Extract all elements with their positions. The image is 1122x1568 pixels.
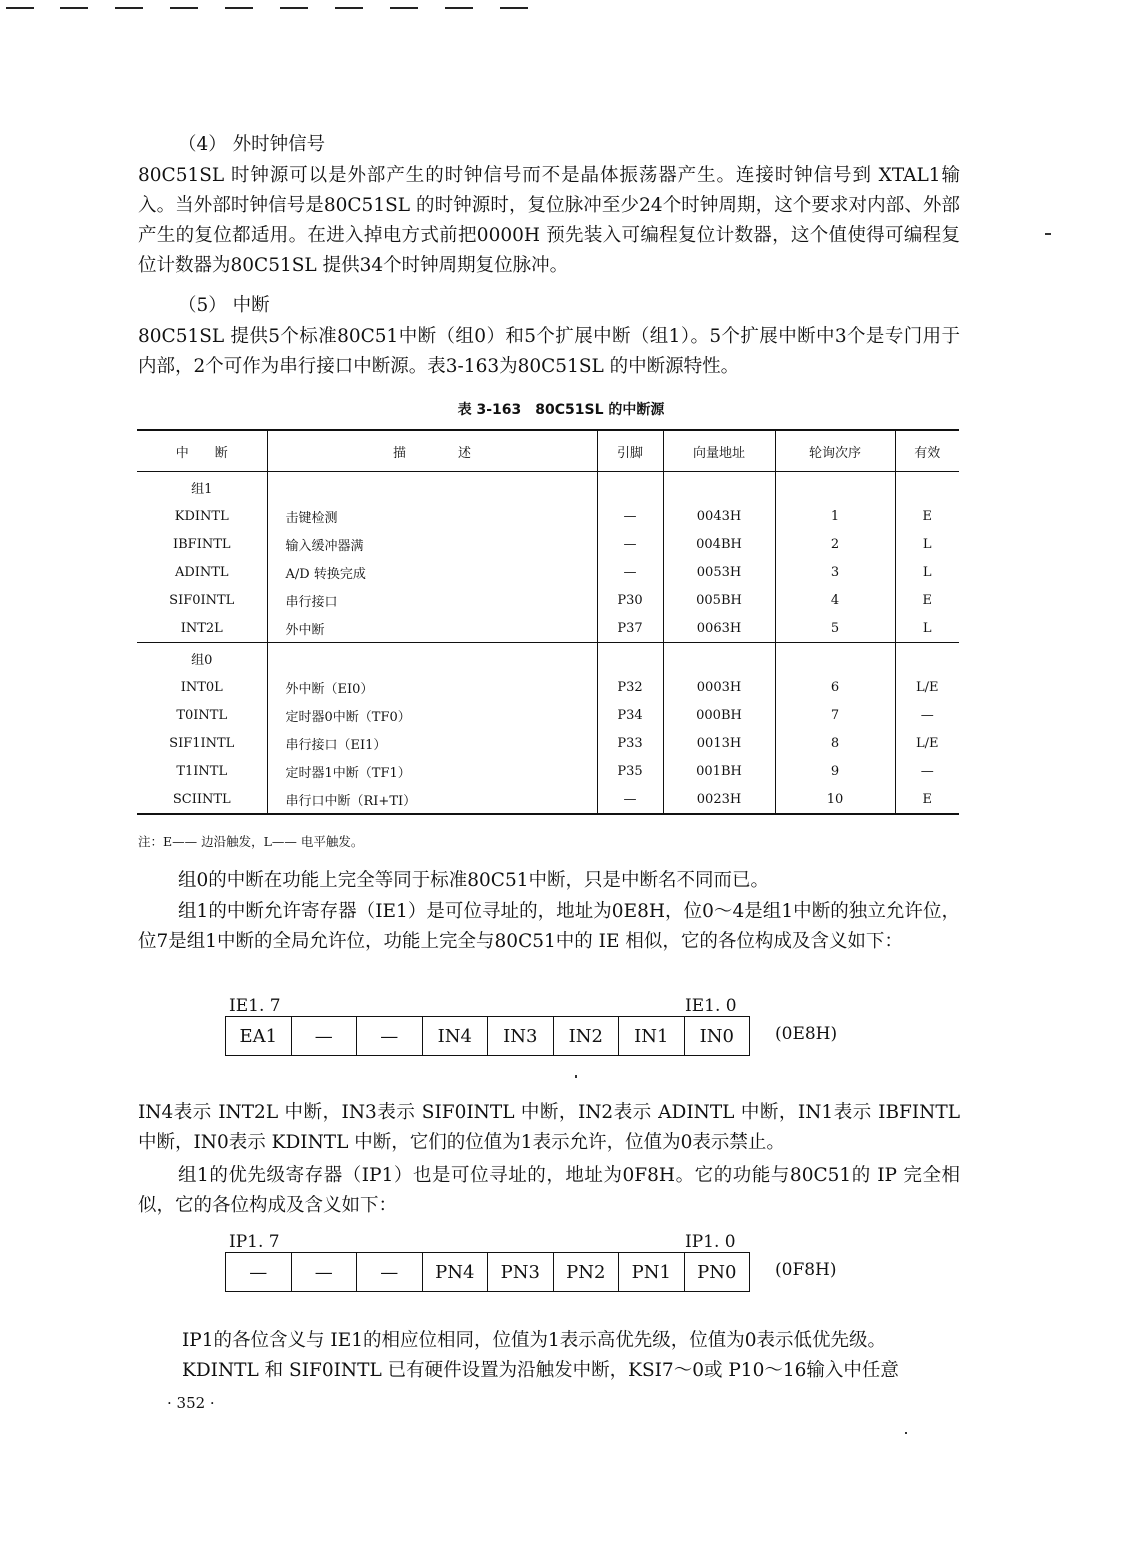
cell-desc: 击键检测	[267, 502, 597, 530]
cell-poll: 7	[775, 701, 895, 729]
register-bit: PN4	[422, 1253, 488, 1291]
ip1-meaning-line: IP1的各位含义与 IE1的相应位相同，位值为1表示高优先级，位值为0表示低优先级。	[182, 1330, 887, 1351]
header-valid: 有效	[895, 430, 959, 472]
edge-trigger-line: KDINTL 和 SIF0INTL 已有硬件设置为沿触发中断，KSI7～0或 P10～16输入中任意	[182, 1360, 899, 1381]
cell-vector: 0043H	[663, 502, 775, 530]
section-4-paragraph: 80C51SL 时钟源可以是外部产生的时钟信号而不是晶体振荡器产生。连接时钟信号到 XTAL1输入。当外部时钟信号是80C51SL 的时钟源时，复位脉冲至少24个时钟周期，这个要求对内部、外部产生的复位都适用。在进入掉电方式前把0000H 预先装入可编程复位计数器，这个值使得可编程复位计数器为80C51SL 提供34个时钟周期复位脉冲。	[138, 165, 960, 276]
cell-desc: 定时器0中断（TF0）	[267, 701, 597, 729]
ip1-lsb-label: IP1. 0	[685, 1232, 736, 1252]
cell-pin: P35	[597, 757, 663, 785]
cell-pin: —	[597, 502, 663, 530]
cell-desc: 外中断（EI0）	[267, 673, 597, 701]
cell-vector: 000BH	[663, 701, 775, 729]
cell-name: ADINTL	[174, 564, 229, 580]
ip1-intro-paragraph: 组1的优先级寄存器（IP1）也是可位寻址的，地址为0F8H。它的功能与80C51的 IP 完全相似，它的各位构成及含义如下：	[138, 1165, 960, 1216]
cell-valid: E	[895, 502, 959, 530]
register-bit: —	[356, 1253, 422, 1291]
header-poll-order: 轮询次序	[775, 430, 895, 472]
section-5-paragraph: 80C51SL 提供5个标准80C51中断（组0）和5个扩展中断（组1）。5个扩展中断中3个是专门用于内部，2个可作为串行接口中断源。表3-163为80C51SL 的中断源特性。	[138, 326, 960, 377]
cell-desc: 输入缓冲器满	[267, 530, 597, 558]
cell-poll: 2	[775, 530, 895, 558]
scan-speck	[905, 1432, 907, 1434]
cell-vector: 0053H	[663, 558, 775, 586]
cell-vector: 0013H	[663, 729, 775, 757]
page-number: · 352 ·	[167, 1394, 215, 1412]
cell-vector: 004BH	[663, 530, 775, 558]
table-row	[137, 614, 959, 643]
cell-vector: 005BH	[663, 586, 775, 614]
cell-pin: —	[597, 530, 663, 558]
cell-desc: 外中断	[267, 614, 597, 643]
group-label-row	[137, 472, 959, 503]
cell-pin: P37	[597, 614, 663, 643]
cell-vector: 001BH	[663, 757, 775, 785]
cell-valid: L/E	[895, 729, 959, 757]
table-row	[137, 586, 959, 614]
register-bit: PN3	[487, 1253, 553, 1291]
cell-desc: 串行接口	[267, 586, 597, 614]
cell-poll: 5	[775, 614, 895, 643]
group0-label: 组0	[137, 643, 267, 674]
cell-name: INT2L	[180, 620, 223, 636]
cell-pin: P30	[597, 586, 663, 614]
ie1-msb-label: IE1. 7	[229, 996, 281, 1016]
group1-label: 组1	[191, 481, 213, 497]
cell-name: SIF1INTL	[169, 735, 235, 751]
ie1-bit-cells	[225, 1016, 750, 1056]
register-bit: IN3	[487, 1017, 553, 1055]
interrupt-source-table	[137, 429, 959, 815]
cell-pin: —	[597, 785, 663, 814]
register-bit: —	[291, 1017, 357, 1055]
cell-name: SCIINTL	[137, 785, 267, 814]
header-pin: 引脚	[597, 430, 663, 472]
cell-valid: L	[895, 530, 959, 558]
register-bit: IN1	[618, 1017, 684, 1055]
register-bit: IN2	[553, 1017, 619, 1055]
cell-desc: A/D 转换完成	[267, 558, 597, 586]
cell-desc: 串行接口（EI1）	[267, 729, 597, 757]
cell-name: KDINTL	[174, 508, 229, 524]
cell-poll: 10	[775, 785, 895, 814]
register-bit: —	[249, 1261, 268, 1283]
header-vector-address: 向量地址	[663, 430, 775, 472]
table-header-row	[137, 430, 959, 472]
table-row	[137, 673, 959, 701]
group0-equivalence-line: 组0的中断在功能上完全等同于标准80C51中断，只是中断名不同而已。	[178, 870, 770, 891]
table-row	[137, 502, 959, 530]
scan-speck	[575, 1075, 577, 1078]
section-4-heading: （4） 外时钟信号	[178, 134, 326, 155]
table-row	[137, 785, 959, 814]
cell-valid: —	[895, 701, 959, 729]
cell-poll: 9	[775, 757, 895, 785]
table-caption: 表 3-163 80C51SL 的中断源	[457, 402, 665, 418]
cell-name: T0INTL	[176, 707, 228, 723]
cell-poll: 8	[775, 729, 895, 757]
cell-valid: L	[895, 558, 959, 586]
cell-vector: 0063H	[663, 614, 775, 643]
group-label-row	[137, 643, 959, 674]
scan-speck	[1045, 233, 1051, 235]
ip1-msb-label: IP1. 7	[229, 1232, 280, 1252]
cell-name: SIF0INTL	[169, 592, 235, 608]
cell-pin: P33	[597, 729, 663, 757]
cell-vector: 0003H	[663, 673, 775, 701]
cell-name: T1INTL	[176, 763, 228, 779]
cell-valid: —	[895, 757, 959, 785]
register-bit: IN0	[684, 1017, 750, 1055]
cell-valid: L/E	[895, 673, 959, 701]
top-scan-dashes	[0, 0, 540, 12]
table-row	[137, 701, 959, 729]
cell-valid: L	[895, 614, 959, 643]
ie1-address: (0E8H)	[775, 1024, 838, 1044]
register-bit: EA1	[239, 1025, 278, 1047]
header-interrupt: 中 断	[137, 430, 267, 472]
cell-desc: 定时器1中断（TF1）	[267, 757, 597, 785]
register-bit: PN1	[618, 1253, 684, 1291]
cell-poll: 3	[775, 558, 895, 586]
cell-name: IBFINTL	[172, 536, 231, 552]
table-note: 注：E—— 边沿触发，L—— 电平触发。	[138, 834, 364, 849]
cell-valid: E	[895, 586, 959, 614]
register-bit: —	[291, 1253, 357, 1291]
cell-poll: 4	[775, 586, 895, 614]
ip1-bit-cells	[225, 1252, 750, 1292]
ie1-register-diagram	[225, 996, 838, 1066]
ie1-bit-description: IN4表示 INT2L 中断，IN3表示 SIF0INTL 中断，IN2表示 ADINTL 中断，IN1表示 IBFINTL 中断，IN0表示 KDINTL 中断，它们的位值为1表示允许，位值为0表示禁止。	[138, 1102, 960, 1153]
cell-pin: P34	[597, 701, 663, 729]
cell-pin: P32	[597, 673, 663, 701]
ip1-register-diagram	[225, 1232, 837, 1302]
cell-valid: E	[895, 785, 959, 814]
table-row	[137, 729, 959, 757]
header-description: 描 述	[267, 430, 597, 472]
section-5-heading: （5） 中断	[178, 295, 270, 316]
cell-pin: —	[597, 558, 663, 586]
register-bit: IN4	[422, 1017, 488, 1055]
ip1-address: (0F8H)	[775, 1260, 837, 1280]
cell-vector: 0023H	[663, 785, 775, 814]
table-row	[137, 558, 959, 586]
cell-name: INT0L	[180, 679, 223, 695]
ie1-intro-paragraph: 组1的中断允许寄存器（IE1）是可位寻址的，地址为0E8H，位0～4是组1中断的独立允许位，位7是组1中断的全局允许位，功能上完全与80C51中的 IE 相似，它的各位构成及含义如下：	[138, 901, 960, 952]
register-bit: —	[356, 1017, 422, 1055]
table-row	[137, 757, 959, 785]
cell-poll: 1	[775, 502, 895, 530]
register-bit: PN0	[684, 1253, 750, 1291]
register-bit: PN2	[553, 1253, 619, 1291]
ie1-lsb-label: IE1. 0	[685, 996, 737, 1016]
cell-poll: 6	[775, 673, 895, 701]
table-row	[137, 530, 959, 558]
cell-desc: 串行口中断（RI+TI）	[267, 785, 597, 814]
